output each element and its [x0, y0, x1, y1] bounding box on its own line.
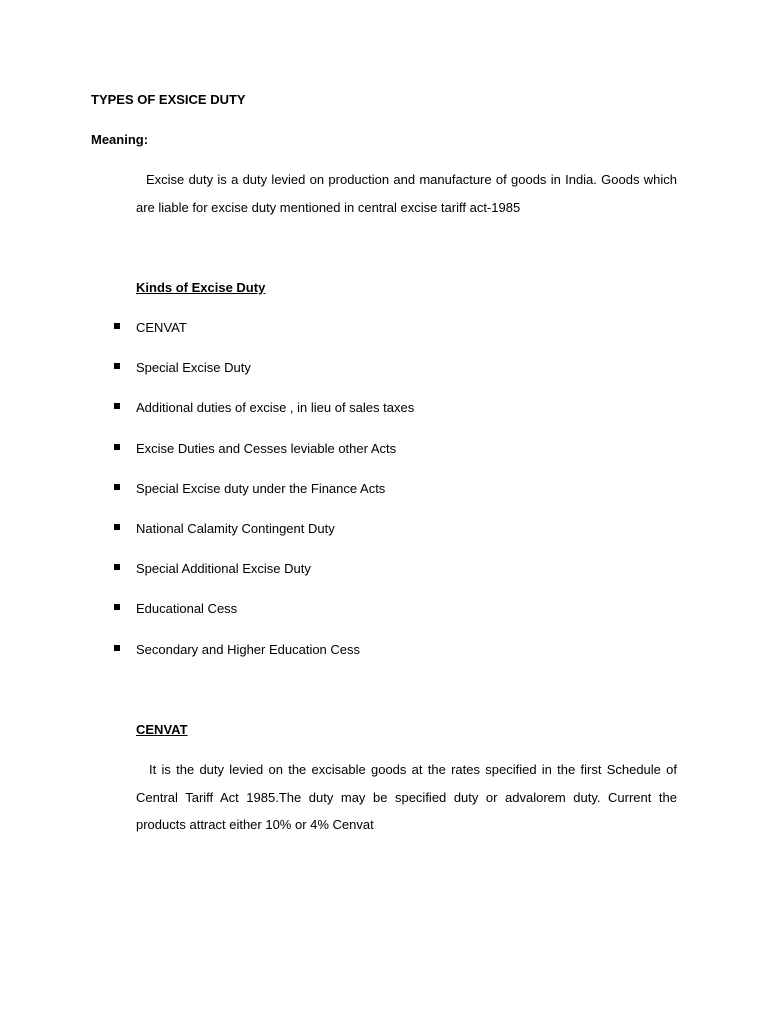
cenvat-heading: CENVAT	[136, 722, 188, 737]
square-bullet-icon	[114, 323, 120, 329]
list-item	[114, 320, 414, 360]
square-bullet-icon	[114, 564, 120, 570]
list-item	[114, 601, 414, 641]
meaning-paragraph	[136, 166, 677, 221]
list-item	[114, 400, 414, 440]
kinds-list	[114, 320, 414, 682]
kinds-heading: Kinds of Excise Duty	[136, 280, 266, 295]
list-item-label: Additional duties of excise , in lieu of sales taxes	[136, 400, 415, 416]
meaning-text: Excise duty is a duty levied on production and manufacture of goods in India. Goods which are liable for excise duty mentioned in central excise tariff act-1985	[136, 172, 677, 215]
list-item-label: CENVAT	[136, 320, 187, 335]
list-item-label: Excise Duties and Cesses leviable other Acts	[136, 440, 397, 456]
square-bullet-icon	[114, 444, 120, 450]
list-item-label: Special Excise duty under the Finance Acts	[136, 480, 386, 496]
list-item	[114, 481, 414, 521]
list-item-label: Special Excise Duty	[136, 360, 251, 376]
list-item	[114, 642, 414, 682]
square-bullet-icon	[114, 403, 120, 409]
document-title: TYPES OF EXSICE DUTY	[91, 92, 246, 107]
square-bullet-icon	[114, 363, 120, 369]
list-item-label: Secondary and Higher Education Cess	[136, 641, 361, 657]
list-item-label: National Calamity Contingent Duty	[136, 520, 335, 536]
cenvat-paragraph	[136, 756, 677, 839]
cenvat-text: It is the duty levied on the excisable goods at the rates specified in the first Schedule of Central Tariff Act 1985.The duty may be specified duty or advalorem duty. Current the products attract either 10% or 4% Cenvat	[136, 762, 677, 832]
meaning-heading: Meaning:	[91, 132, 149, 147]
list-item-label: Educational Cess	[136, 601, 238, 617]
square-bullet-icon	[114, 524, 120, 530]
list-item-label: Special Additional Excise Duty	[136, 561, 311, 577]
list-item	[114, 360, 414, 400]
square-bullet-icon	[114, 484, 120, 490]
square-bullet-icon	[114, 604, 120, 610]
list-item	[114, 441, 414, 481]
square-bullet-icon	[114, 645, 120, 651]
list-item	[114, 521, 414, 561]
list-item	[114, 561, 414, 601]
